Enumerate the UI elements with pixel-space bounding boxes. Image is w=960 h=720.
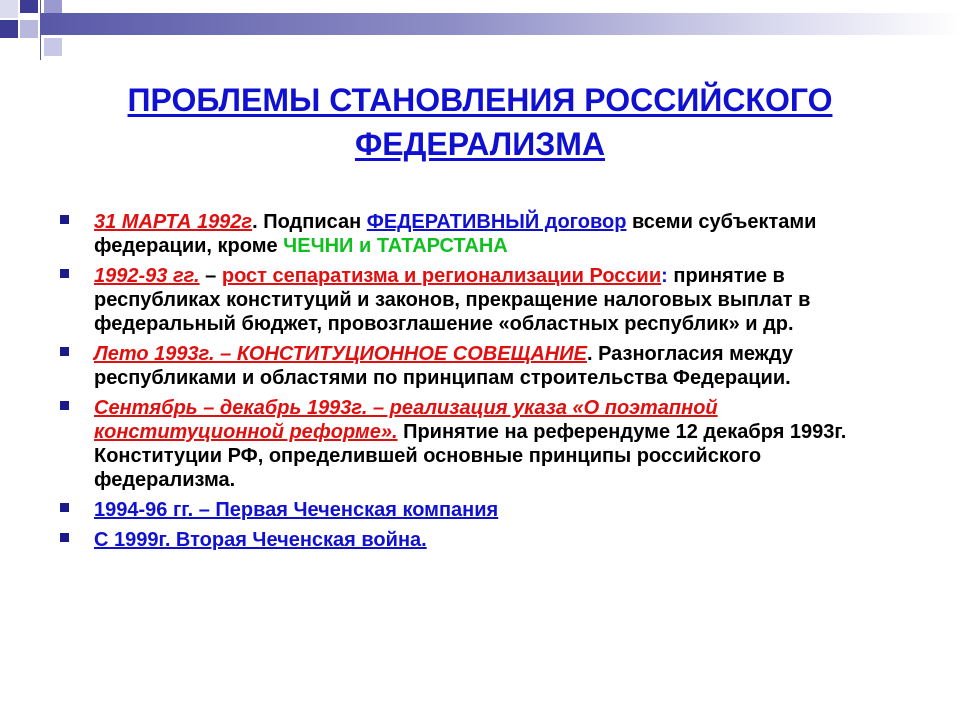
link-second-chechen[interactable]: С 1999г. Вторая Чеченская война. bbox=[94, 529, 427, 551]
square-bullet-icon bbox=[60, 503, 69, 512]
square-bullet-icon bbox=[60, 269, 69, 278]
list-item bbox=[60, 528, 880, 552]
highlight-separatism: рост сепаратизма и регионализации России bbox=[221, 265, 662, 287]
date-label: 1992-93 гг. bbox=[94, 265, 200, 287]
list-item bbox=[60, 498, 880, 522]
deco-square bbox=[0, 20, 18, 38]
square-bullet-icon bbox=[60, 215, 69, 224]
link-federal-treaty[interactable]: ФЕДЕРАТИВНЫЙ договор bbox=[366, 211, 627, 233]
highlight-constitutional-meeting: Лето 1993г. – КОНСТИТУЦИОННОЕ СОВЕЩАНИЕ bbox=[94, 343, 587, 365]
item-text: – bbox=[199, 265, 222, 287]
highlight-regions: ЧЕЧНИ и ТАТАРСТАНА bbox=[283, 235, 508, 257]
colon-mark: : bbox=[661, 265, 668, 287]
square-bullet-icon bbox=[60, 533, 69, 542]
date-label: 31 МАРТА 1992г bbox=[94, 211, 253, 233]
deco-square bbox=[44, 38, 62, 56]
list-item bbox=[60, 264, 880, 336]
list-item bbox=[60, 342, 880, 390]
square-bullet-icon bbox=[60, 347, 69, 356]
list-item bbox=[60, 210, 880, 258]
deco-square bbox=[20, 0, 38, 13]
list-item bbox=[60, 396, 880, 492]
item-text: принятие в республиках конституций и законов, прекращение налоговых выплат в федеральный бюджет, провозглашение «областных республик» и др. bbox=[94, 265, 811, 335]
header-gradient-band bbox=[40, 13, 960, 35]
highlight-constitutional-reform: Сентябрь – декабрь 1993г. – реализация указа «О поэтапной конституционной реформе». bbox=[94, 397, 718, 443]
bullet-list bbox=[60, 210, 880, 558]
item-text: Принятие на референдуме 12 декабря 1993г. Конституции РФ, определившей основные принципы российского федерализма. bbox=[94, 421, 847, 491]
header-vertical-line bbox=[40, 0, 41, 60]
square-bullet-icon bbox=[60, 401, 69, 410]
link-first-chechen[interactable]: 1994-96 гг. – Первая Чеченская компания bbox=[94, 499, 499, 521]
deco-square bbox=[44, 0, 62, 13]
deco-square bbox=[0, 0, 18, 18]
slide-title: ПРОБЛЕМЫ СТАНОВЛЕНИЯ РОССИЙСКОГО ФЕДЕРАЛИЗМА bbox=[127, 82, 833, 162]
item-text: . Разногласия между республиками и областями по принципам строительства Федерации. bbox=[94, 343, 793, 389]
item-text: . Подписан bbox=[252, 211, 367, 233]
deco-square bbox=[20, 20, 38, 38]
item-text: всеми субъектами федерации, кроме bbox=[94, 211, 817, 257]
